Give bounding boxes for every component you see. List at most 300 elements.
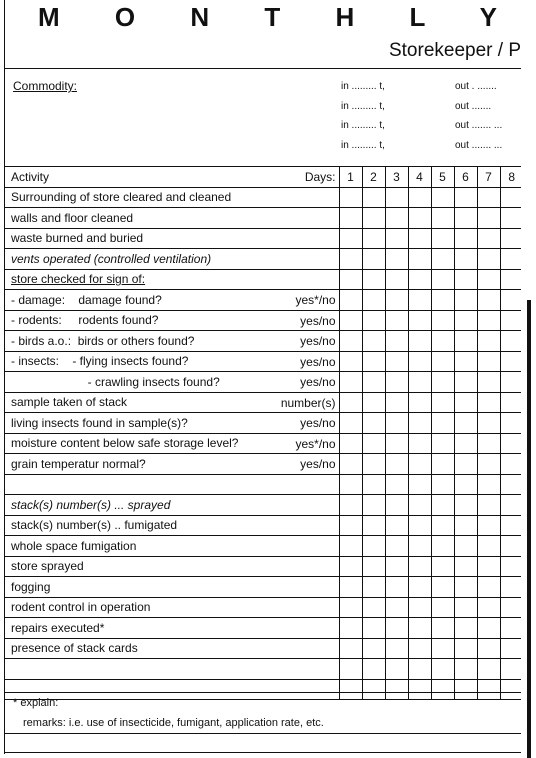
day-check-cell[interactable]: [408, 474, 431, 495]
day-check-cell[interactable]: [385, 331, 408, 352]
activity-cell: [5, 372, 339, 393]
activity-cell: [5, 474, 339, 495]
day-check-cell[interactable]: [339, 618, 362, 639]
day-check-cell[interactable]: [431, 208, 454, 229]
day-check-cell[interactable]: [362, 290, 385, 311]
day-check-cell[interactable]: [362, 331, 385, 352]
day-check-cell[interactable]: [500, 310, 523, 331]
day-check-cell[interactable]: [431, 228, 454, 249]
day-check-cell[interactable]: [385, 679, 408, 700]
activity-cell: [5, 413, 339, 434]
day-check-cell[interactable]: [408, 536, 431, 557]
day-check-cell[interactable]: [385, 208, 408, 229]
day-check-cell[interactable]: [362, 269, 385, 290]
day-check-cell[interactable]: [362, 372, 385, 393]
day-check-cell[interactable]: [408, 249, 431, 270]
day-header: 8: [500, 167, 523, 188]
day-check-cell[interactable]: [385, 249, 408, 270]
table-row: [5, 249, 523, 270]
activity-cell: [5, 638, 339, 659]
day-check-cell[interactable]: [385, 556, 408, 577]
day-check-cell[interactable]: [477, 577, 500, 598]
day-check-cell[interactable]: [362, 249, 385, 270]
activity-label: vents operated (controlled ventilation): [11, 251, 212, 266]
day-check-cell[interactable]: [477, 556, 500, 577]
day-check-cell[interactable]: [431, 310, 454, 331]
day-check-cell[interactable]: [408, 228, 431, 249]
day-check-cell[interactable]: [454, 638, 477, 659]
activity-cell: [5, 618, 339, 639]
day-check-cell[interactable]: [454, 577, 477, 598]
day-check-cell[interactable]: [431, 515, 454, 536]
table-row: [5, 351, 523, 372]
day-check-cell[interactable]: [500, 474, 523, 495]
day-check-cell[interactable]: [431, 597, 454, 618]
day-header: 5: [431, 167, 454, 188]
activity-label: - damage: damage found?: [11, 292, 162, 307]
day-check-cell[interactable]: [431, 269, 454, 290]
day-check-cell[interactable]: [339, 597, 362, 618]
activity-header-cell: [5, 167, 339, 188]
answer-format: yes*/no: [295, 293, 336, 307]
day-check-cell[interactable]: [362, 187, 385, 208]
day-check-cell[interactable]: [477, 269, 500, 290]
day-check-cell[interactable]: [477, 413, 500, 434]
day-check-cell[interactable]: [339, 331, 362, 352]
day-check-cell[interactable]: [408, 597, 431, 618]
day-check-cell[interactable]: [431, 556, 454, 577]
answer-format: yes/no: [300, 334, 336, 348]
day-check-cell[interactable]: [454, 392, 477, 413]
day-check-cell[interactable]: [385, 474, 408, 495]
page-subtitle: Storekeeper / P: [388, 40, 521, 61]
day-check-cell[interactable]: [385, 413, 408, 434]
day-check-cell[interactable]: [454, 228, 477, 249]
explain-note: * explain:: [13, 697, 59, 709]
day-check-cell[interactable]: [454, 454, 477, 475]
day-check-cell[interactable]: [454, 515, 477, 536]
day-check-cell[interactable]: [385, 372, 408, 393]
activity-header: Activity: [11, 169, 50, 184]
day-check-cell[interactable]: [500, 638, 523, 659]
day-check-cell[interactable]: [454, 433, 477, 454]
table-row: [5, 454, 523, 475]
day-check-cell[interactable]: [477, 638, 500, 659]
day-check-cell[interactable]: [339, 269, 362, 290]
in-line-1[interactable]: in ......... t,: [341, 81, 385, 92]
divider: [5, 692, 523, 693]
day-header: 7: [477, 167, 500, 188]
day-check-cell[interactable]: [500, 618, 523, 639]
day-check-cell[interactable]: [431, 331, 454, 352]
day-check-cell[interactable]: [454, 351, 477, 372]
out-line-4[interactable]: out ....... ...: [455, 140, 503, 151]
day-check-cell[interactable]: [385, 269, 408, 290]
day-check-cell[interactable]: [477, 290, 500, 311]
day-check-cell[interactable]: [500, 433, 523, 454]
day-check-cell[interactable]: [385, 351, 408, 372]
activity-table: [5, 166, 523, 700]
day-check-cell[interactable]: [431, 638, 454, 659]
day-check-cell[interactable]: [408, 331, 431, 352]
activity-label: store checked for sign of:: [11, 272, 146, 287]
table-row: [5, 269, 523, 290]
day-check-cell[interactable]: [339, 310, 362, 331]
day-check-cell[interactable]: [408, 618, 431, 639]
activity-cell: [5, 536, 339, 557]
day-check-cell[interactable]: [431, 249, 454, 270]
day-check-cell[interactable]: [385, 515, 408, 536]
activity-label: waste burned and buried: [11, 231, 144, 246]
day-check-cell[interactable]: [454, 413, 477, 434]
table-row: [5, 474, 523, 495]
day-check-cell[interactable]: [500, 495, 523, 516]
activity-label: - crawling insects found?: [11, 374, 220, 389]
day-check-cell[interactable]: [431, 433, 454, 454]
day-check-cell[interactable]: [477, 392, 500, 413]
day-check-cell[interactable]: [408, 454, 431, 475]
day-check-cell[interactable]: [408, 372, 431, 393]
day-check-cell[interactable]: [339, 454, 362, 475]
day-check-cell[interactable]: [477, 495, 500, 516]
activity-cell: [5, 392, 339, 413]
day-check-cell[interactable]: [477, 331, 500, 352]
day-check-cell[interactable]: [362, 597, 385, 618]
day-check-cell[interactable]: [385, 577, 408, 598]
table-row: [5, 433, 523, 454]
day-check-cell[interactable]: [454, 310, 477, 331]
day-check-cell[interactable]: [408, 577, 431, 598]
remarks-line: [5, 733, 523, 734]
day-check-cell[interactable]: [362, 208, 385, 229]
day-check-cell[interactable]: [477, 659, 500, 680]
activity-label: stack(s) number(s) .. fumigated: [11, 518, 178, 533]
day-check-cell[interactable]: [477, 515, 500, 536]
day-check-cell[interactable]: [362, 351, 385, 372]
day-check-cell[interactable]: [454, 331, 477, 352]
day-check-cell[interactable]: [408, 679, 431, 700]
day-check-cell[interactable]: [454, 187, 477, 208]
day-check-cell[interactable]: [385, 495, 408, 516]
day-check-cell[interactable]: [385, 433, 408, 454]
in-line-4[interactable]: in ......... t,: [341, 140, 385, 151]
day-check-cell[interactable]: [500, 208, 523, 229]
day-check-cell[interactable]: [385, 536, 408, 557]
table-row: [5, 597, 523, 618]
day-check-cell[interactable]: [500, 577, 523, 598]
day-check-cell[interactable]: [454, 495, 477, 516]
day-check-cell[interactable]: [408, 495, 431, 516]
day-check-cell[interactable]: [500, 413, 523, 434]
day-check-cell[interactable]: [408, 269, 431, 290]
day-check-cell[interactable]: [500, 331, 523, 352]
day-check-cell[interactable]: [385, 638, 408, 659]
day-header: 6: [454, 167, 477, 188]
activity-cell: [5, 659, 339, 680]
day-check-cell[interactable]: [385, 290, 408, 311]
day-check-cell[interactable]: [362, 310, 385, 331]
activity-cell: [5, 577, 339, 598]
day-check-cell[interactable]: [339, 187, 362, 208]
activity-label: Surrounding of store cleared and cleaned: [11, 190, 232, 205]
activity-label: living insects found in sample(s)?: [11, 415, 188, 430]
day-check-cell[interactable]: [431, 659, 454, 680]
table-row: [5, 638, 523, 659]
day-check-cell[interactable]: [362, 228, 385, 249]
day-check-cell[interactable]: [454, 474, 477, 495]
day-check-cell[interactable]: [408, 638, 431, 659]
day-check-cell[interactable]: [477, 536, 500, 557]
day-check-cell[interactable]: [431, 351, 454, 372]
table-row: [5, 515, 523, 536]
day-check-cell[interactable]: [339, 679, 362, 700]
day-check-cell[interactable]: [431, 413, 454, 434]
day-check-cell[interactable]: [362, 495, 385, 516]
table-row: [5, 331, 523, 352]
in-line-2[interactable]: in ......... t,: [341, 101, 385, 112]
day-check-cell[interactable]: [339, 638, 362, 659]
day-check-cell[interactable]: [339, 208, 362, 229]
day-check-cell[interactable]: [431, 495, 454, 516]
day-check-cell[interactable]: [454, 597, 477, 618]
day-check-cell[interactable]: [431, 454, 454, 475]
commodity-label: Commodity:: [13, 79, 78, 93]
table-row: [5, 556, 523, 577]
activity-cell: [5, 351, 339, 372]
day-check-cell[interactable]: [477, 454, 500, 475]
activity-label: grain temperatur normal?: [11, 456, 146, 471]
day-check-cell[interactable]: [477, 474, 500, 495]
day-check-cell[interactable]: [362, 556, 385, 577]
table-row: [5, 659, 523, 680]
day-check-cell[interactable]: [362, 413, 385, 434]
day-check-cell[interactable]: [339, 515, 362, 536]
day-check-cell[interactable]: [477, 228, 500, 249]
day-check-cell[interactable]: [454, 269, 477, 290]
day-check-cell[interactable]: [500, 249, 523, 270]
day-check-cell[interactable]: [339, 474, 362, 495]
day-check-cell[interactable]: [477, 372, 500, 393]
answer-format: yes/no: [300, 457, 336, 471]
day-check-cell[interactable]: [339, 577, 362, 598]
day-check-cell[interactable]: [408, 187, 431, 208]
answer-format: yes/no: [300, 416, 336, 430]
day-check-cell[interactable]: [339, 495, 362, 516]
activity-cell: [5, 331, 339, 352]
day-check-cell[interactable]: [362, 659, 385, 680]
day-check-cell[interactable]: [500, 659, 523, 680]
day-check-cell[interactable]: [431, 187, 454, 208]
answer-format: yes/no: [300, 313, 336, 328]
table-row: [5, 372, 523, 393]
table-row: [5, 392, 523, 413]
day-check-cell[interactable]: [500, 597, 523, 618]
day-check-cell[interactable]: [454, 556, 477, 577]
day-check-cell[interactable]: [500, 269, 523, 290]
day-check-cell[interactable]: [339, 392, 362, 413]
day-check-cell[interactable]: [500, 454, 523, 475]
day-check-cell[interactable]: [500, 372, 523, 393]
day-check-cell[interactable]: [408, 556, 431, 577]
activity-cell: [5, 515, 339, 536]
day-check-cell[interactable]: [385, 310, 408, 331]
activity-cell: [5, 249, 339, 270]
day-check-cell[interactable]: [339, 372, 362, 393]
day-check-cell[interactable]: [408, 433, 431, 454]
day-check-cell[interactable]: [431, 577, 454, 598]
table-row: [5, 536, 523, 557]
day-check-cell[interactable]: [477, 208, 500, 229]
day-check-cell[interactable]: [362, 618, 385, 639]
day-check-cell[interactable]: [500, 392, 523, 413]
day-check-cell[interactable]: [362, 392, 385, 413]
day-check-cell[interactable]: [408, 413, 431, 434]
day-check-cell[interactable]: [362, 679, 385, 700]
day-check-cell[interactable]: [477, 187, 500, 208]
day-check-cell[interactable]: [362, 515, 385, 536]
activity-label: moisture content below safe storage level?: [11, 436, 239, 451]
day-check-cell[interactable]: [339, 290, 362, 311]
day-check-cell[interactable]: [339, 536, 362, 557]
activity-label: - insects: - flying insects found?: [11, 354, 189, 369]
day-check-cell[interactable]: [362, 454, 385, 475]
activity-label: stack(s) number(s) ... sprayed: [11, 497, 171, 512]
in-line-3[interactable]: in ......... t,: [341, 120, 385, 131]
activity-cell: [5, 495, 339, 516]
activity-cell: [5, 597, 339, 618]
day-check-cell[interactable]: [500, 351, 523, 372]
day-check-cell[interactable]: [408, 290, 431, 311]
activity-cell: [5, 454, 339, 475]
day-check-cell[interactable]: [431, 679, 454, 700]
day-check-cell[interactable]: [339, 228, 362, 249]
activity-cell: [5, 269, 339, 290]
day-check-cell[interactable]: [454, 290, 477, 311]
day-check-cell[interactable]: [362, 638, 385, 659]
bottom-line: [5, 752, 523, 753]
day-check-cell[interactable]: [339, 556, 362, 577]
activity-cell: [5, 228, 339, 249]
divider: [5, 68, 523, 69]
day-check-cell[interactable]: [385, 618, 408, 639]
day-check-cell[interactable]: [431, 618, 454, 639]
activity-label: presence of stack cards: [11, 641, 138, 656]
day-check-cell[interactable]: [385, 454, 408, 475]
day-check-cell[interactable]: [339, 413, 362, 434]
day-header: 1: [339, 167, 362, 188]
activity-cell: [5, 310, 339, 331]
day-check-cell[interactable]: [454, 618, 477, 639]
day-check-cell[interactable]: [477, 351, 500, 372]
day-check-cell[interactable]: [454, 536, 477, 557]
day-check-cell[interactable]: [339, 249, 362, 270]
day-check-cell[interactable]: [454, 208, 477, 229]
table-row: [5, 413, 523, 434]
table-row: [5, 618, 523, 639]
day-check-cell[interactable]: [477, 597, 500, 618]
activity-cell: [5, 187, 339, 208]
day-check-cell[interactable]: [385, 228, 408, 249]
day-check-cell[interactable]: [385, 659, 408, 680]
day-check-cell[interactable]: [408, 515, 431, 536]
day-check-cell[interactable]: [362, 433, 385, 454]
answer-format: number(s): [280, 395, 336, 410]
day-check-cell[interactable]: [454, 679, 477, 700]
table-header-row: [5, 167, 523, 188]
day-check-cell[interactable]: [500, 187, 523, 208]
day-header: 4: [408, 167, 431, 188]
day-check-cell[interactable]: [500, 290, 523, 311]
table-row: [5, 290, 523, 311]
remarks-note: remarks: i.e. use of insecticide, fumigant, application rate, etc.: [23, 717, 324, 729]
table-row: [5, 310, 523, 331]
day-check-cell[interactable]: [477, 433, 500, 454]
day-check-cell[interactable]: [500, 679, 523, 700]
day-check-cell[interactable]: [408, 351, 431, 372]
answer-format: yes/no: [300, 354, 336, 369]
day-check-cell[interactable]: [385, 187, 408, 208]
activity-label: repairs executed*: [11, 620, 105, 635]
day-check-cell[interactable]: [408, 659, 431, 680]
day-check-cell[interactable]: [431, 474, 454, 495]
page-edge-shadow: [527, 300, 531, 758]
day-check-cell[interactable]: [500, 515, 523, 536]
day-check-cell[interactable]: [385, 392, 408, 413]
day-check-cell[interactable]: [500, 536, 523, 557]
day-check-cell[interactable]: [477, 618, 500, 639]
activity-table-body: [5, 167, 523, 700]
out-line-3[interactable]: out ....... ...: [455, 120, 503, 131]
day-check-cell[interactable]: [500, 228, 523, 249]
activity-cell: [5, 433, 339, 454]
day-check-cell[interactable]: [339, 351, 362, 372]
day-check-cell[interactable]: [408, 310, 431, 331]
day-check-cell[interactable]: [431, 372, 454, 393]
day-check-cell[interactable]: [477, 679, 500, 700]
out-line-2[interactable]: out .......: [455, 101, 492, 112]
day-check-cell[interactable]: [477, 249, 500, 270]
day-check-cell[interactable]: [362, 577, 385, 598]
table-row: [5, 577, 523, 598]
activity-label: sample taken of stack: [11, 395, 128, 410]
table-row: [5, 228, 523, 249]
answer-format: yes/no: [300, 375, 336, 389]
day-check-cell[interactable]: [477, 310, 500, 331]
day-check-cell[interactable]: [431, 392, 454, 413]
day-check-cell[interactable]: [408, 208, 431, 229]
day-check-cell[interactable]: [431, 536, 454, 557]
day-header: 3: [385, 167, 408, 188]
day-check-cell[interactable]: [339, 659, 362, 680]
day-check-cell[interactable]: [454, 372, 477, 393]
activity-cell: [5, 556, 339, 577]
page-title: M O N T H L Y: [38, 2, 521, 32]
day-check-cell[interactable]: [362, 536, 385, 557]
day-check-cell[interactable]: [362, 474, 385, 495]
day-check-cell[interactable]: [500, 556, 523, 577]
activity-cell: [5, 208, 339, 229]
day-check-cell[interactable]: [339, 433, 362, 454]
days-header: Days:: [304, 170, 336, 184]
activity-label: fogging: [11, 579, 51, 594]
out-line-1[interactable]: out . .......: [455, 81, 497, 92]
day-check-cell[interactable]: [431, 290, 454, 311]
day-check-cell[interactable]: [454, 249, 477, 270]
day-check-cell[interactable]: [454, 659, 477, 680]
day-check-cell[interactable]: [385, 597, 408, 618]
day-check-cell[interactable]: [408, 392, 431, 413]
activity-cell: [5, 290, 339, 311]
